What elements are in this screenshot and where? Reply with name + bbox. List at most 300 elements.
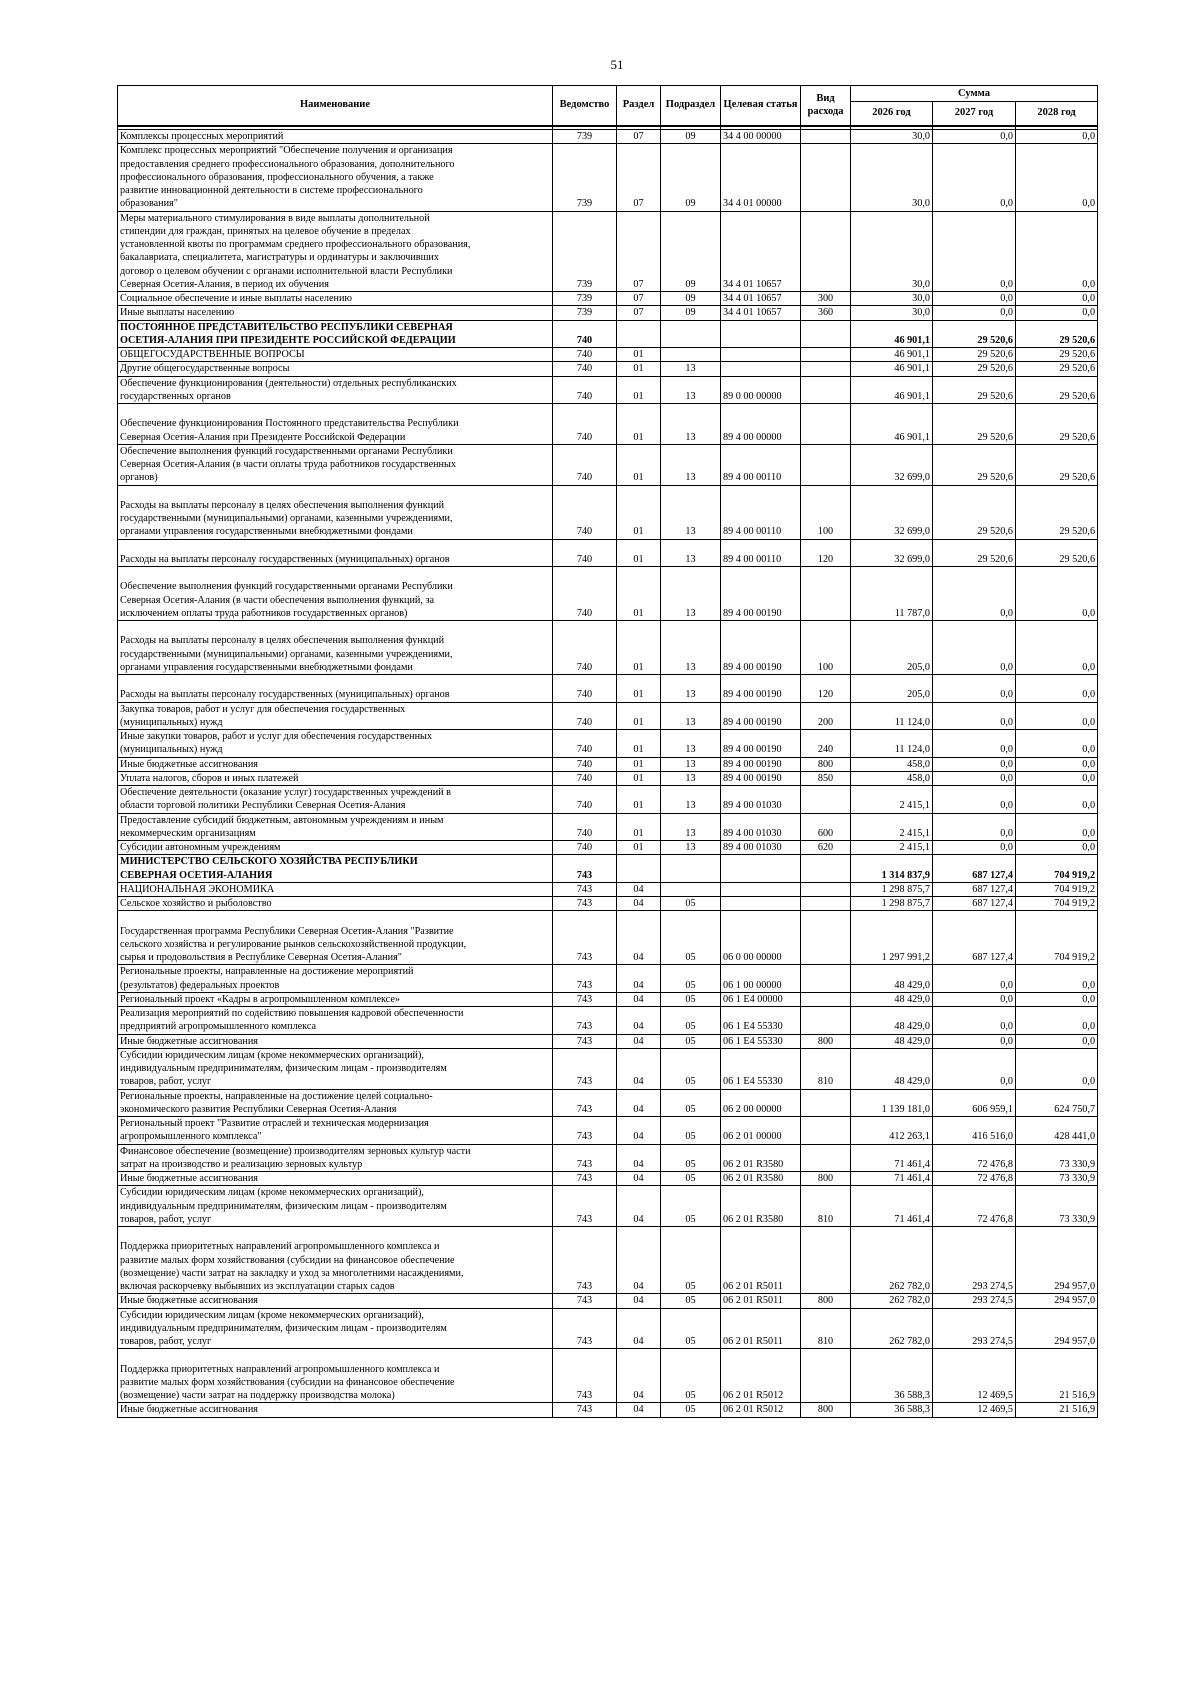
table-row [118, 292, 1098, 306]
cell-sum-2027: 687 127,4 [933, 897, 1016, 911]
cell-expense-type: 810 [801, 1308, 851, 1349]
cell-expense-type [801, 320, 851, 348]
cell-razdel: 04 [617, 1048, 661, 1089]
cell-sum-2028: 21 516,9 [1016, 1403, 1098, 1417]
cell-name: Реализация мероприятий по содействию повышения кадровой обеспеченности предприятий агропромышленного комплекса [118, 1007, 553, 1035]
cell-expense-type [801, 992, 851, 1006]
cell-sum-2026: 1 298 875,7 [851, 882, 933, 896]
cell-podrazdel: 13 [661, 675, 721, 703]
cell-razdel: 07 [617, 292, 661, 306]
cell-sum-2027: 0,0 [933, 786, 1016, 814]
cell-sum-2026: 46 901,1 [851, 362, 933, 376]
cell-sum-2027: 72 476,8 [933, 1172, 1016, 1186]
cell-name: Расходы на выплаты персоналу в целях обеспечения выполнения функций государственными (муниципальными) органами, казенными учреждениями, органами управления государственными внебюджетными фондами [118, 485, 553, 539]
cell-expense-type: 800 [801, 1403, 851, 1417]
cell-name: Иные закупки товаров, работ и услуг для обеспечения государственных (муниципальных) нужд [118, 730, 553, 758]
cell-vedomstvo: 743 [553, 1117, 617, 1145]
cell-razdel: 04 [617, 1007, 661, 1035]
cell-sum-2028: 21 516,9 [1016, 1349, 1098, 1403]
cell-expense-type [801, 130, 851, 144]
cell-sum-2026: 30,0 [851, 211, 933, 292]
table-header [118, 86, 1098, 130]
cell-target-article: 89 4 00 00110 [721, 485, 801, 539]
cell-vedomstvo: 743 [553, 1308, 617, 1349]
cell-podrazdel: 13 [661, 702, 721, 730]
cell-name: Обеспечение выполнения функций государственными органами Республики Северная Осетия-Алания (в части обеспечения выполнения функций, за исключением оплаты труда работников государственных органов) [118, 567, 553, 621]
cell-vedomstvo: 740 [553, 567, 617, 621]
cell-sum-2027: 0,0 [933, 702, 1016, 730]
cell-sum-2026: 11 124,0 [851, 730, 933, 758]
cell-sum-2026: 1 314 837,9 [851, 855, 933, 883]
cell-name: Региональный проект "Развитие отраслей и техническая модернизация агропромышленного комплекса" [118, 1117, 553, 1145]
cell-target-article: 89 0 00 00000 [721, 376, 801, 404]
cell-expense-type: 120 [801, 539, 851, 567]
table-row [118, 841, 1098, 855]
cell-razdel: 01 [617, 567, 661, 621]
cell-sum-2028: 29 520,6 [1016, 362, 1098, 376]
cell-sum-2026: 262 782,0 [851, 1308, 933, 1349]
cell-sum-2026: 205,0 [851, 675, 933, 703]
cell-expense-type: 600 [801, 813, 851, 841]
header-sum: Сумма [851, 86, 1098, 102]
cell-sum-2028: 0,0 [1016, 992, 1098, 1006]
budget-table [117, 85, 1098, 1418]
cell-sum-2028: 73 330,9 [1016, 1144, 1098, 1172]
cell-sum-2026: 2 415,1 [851, 813, 933, 841]
cell-sum-2026: 205,0 [851, 621, 933, 675]
cell-razdel: 01 [617, 444, 661, 485]
cell-vedomstvo: 740 [553, 485, 617, 539]
cell-sum-2026: 48 429,0 [851, 965, 933, 993]
table-row [118, 1294, 1098, 1308]
cell-razdel: 04 [617, 1117, 661, 1145]
cell-vedomstvo: 743 [553, 1227, 617, 1294]
cell-target-article: 89 4 00 01030 [721, 841, 801, 855]
cell-target-article: 06 1 00 00000 [721, 965, 801, 993]
cell-name: Финансовое обеспечение (возмещение) производителям зерновых культур части затрат на производство и реализацию зерновых культур [118, 1144, 553, 1172]
cell-podrazdel: 05 [661, 911, 721, 965]
cell-podrazdel: 09 [661, 306, 721, 320]
cell-vedomstvo: 740 [553, 841, 617, 855]
cell-expense-type [801, 1007, 851, 1035]
cell-target-article: 06 2 01 R5011 [721, 1227, 801, 1294]
cell-target-article: 89 4 00 00190 [721, 621, 801, 675]
cell-razdel: 01 [617, 485, 661, 539]
cell-name: ОБЩЕГОСУДАРСТВЕННЫЕ ВОПРОСЫ [118, 348, 553, 362]
cell-podrazdel: 09 [661, 292, 721, 306]
cell-sum-2028: 0,0 [1016, 1034, 1098, 1048]
cell-sum-2028: 704 919,2 [1016, 911, 1098, 965]
cell-expense-type [801, 567, 851, 621]
cell-target-article: 34 4 01 00000 [721, 144, 801, 211]
cell-sum-2028: 29 520,6 [1016, 376, 1098, 404]
cell-podrazdel [661, 320, 721, 348]
cell-target-article: 89 4 00 00190 [721, 702, 801, 730]
cell-podrazdel: 13 [661, 757, 721, 771]
cell-razdel: 01 [617, 376, 661, 404]
cell-target-article [721, 362, 801, 376]
header-expense-type: Вид расхода [801, 86, 851, 126]
cell-sum-2028: 428 441,0 [1016, 1117, 1098, 1145]
cell-podrazdel: 13 [661, 404, 721, 445]
cell-razdel: 04 [617, 911, 661, 965]
cell-vedomstvo: 740 [553, 675, 617, 703]
cell-podrazdel: 05 [661, 1186, 721, 1227]
cell-target-article: 06 2 01 R3580 [721, 1186, 801, 1227]
cell-sum-2028: 294 957,0 [1016, 1308, 1098, 1349]
cell-sum-2027: 0,0 [933, 730, 1016, 758]
cell-podrazdel: 13 [661, 444, 721, 485]
cell-sum-2026: 46 901,1 [851, 320, 933, 348]
cell-vedomstvo: 739 [553, 144, 617, 211]
cell-target-article: 34 4 00 00000 [721, 130, 801, 144]
cell-target-article: 06 2 01 00000 [721, 1117, 801, 1145]
cell-podrazdel: 09 [661, 144, 721, 211]
cell-vedomstvo: 743 [553, 1034, 617, 1048]
cell-expense-type [801, 1227, 851, 1294]
cell-sum-2026: 71 461,4 [851, 1172, 933, 1186]
cell-podrazdel: 05 [661, 965, 721, 993]
cell-vedomstvo: 740 [553, 702, 617, 730]
cell-podrazdel [661, 348, 721, 362]
cell-target-article: 06 2 01 R5011 [721, 1308, 801, 1349]
table-row [118, 1089, 1098, 1117]
cell-name: Обеспечение деятельности (оказание услуг) государственных учреждений в области торговой политики Республики Северная Осетия-Алания [118, 786, 553, 814]
cell-sum-2026: 36 588,3 [851, 1349, 933, 1403]
cell-sum-2028: 294 957,0 [1016, 1294, 1098, 1308]
cell-sum-2027: 72 476,8 [933, 1186, 1016, 1227]
cell-sum-2028: 0,0 [1016, 144, 1098, 211]
cell-razdel: 01 [617, 757, 661, 771]
cell-sum-2026: 458,0 [851, 757, 933, 771]
table-row [118, 786, 1098, 814]
header-razdel: Раздел [617, 86, 661, 126]
cell-expense-type [801, 786, 851, 814]
cell-name: Предоставление субсидий бюджетным, автономным учреждениям и иным некоммерческим организациям [118, 813, 553, 841]
cell-name: Иные бюджетные ассигнования [118, 1034, 553, 1048]
cell-sum-2027: 29 520,6 [933, 404, 1016, 445]
cell-sum-2027: 29 520,6 [933, 485, 1016, 539]
cell-expense-type [801, 404, 851, 445]
cell-razdel: 01 [617, 348, 661, 362]
cell-podrazdel: 05 [661, 1172, 721, 1186]
header-vedomstvo: Ведомство [553, 86, 617, 126]
cell-sum-2027: 293 274,5 [933, 1294, 1016, 1308]
cell-razdel: 04 [617, 992, 661, 1006]
cell-sum-2028: 0,0 [1016, 1007, 1098, 1035]
cell-expense-type: 810 [801, 1048, 851, 1089]
cell-name: Субсидии юридическим лицам (кроме некоммерческих организаций), индивидуальным предпринимателям, физическим лицам - производителям товаров, работ, услуг [118, 1186, 553, 1227]
table-row [118, 897, 1098, 911]
cell-sum-2028: 0,0 [1016, 702, 1098, 730]
cell-razdel: 01 [617, 675, 661, 703]
cell-expense-type: 300 [801, 292, 851, 306]
cell-sum-2028: 294 957,0 [1016, 1227, 1098, 1294]
cell-sum-2026: 32 699,0 [851, 539, 933, 567]
cell-vedomstvo: 743 [553, 1294, 617, 1308]
cell-podrazdel: 05 [661, 992, 721, 1006]
table-row [118, 130, 1098, 144]
cell-sum-2027: 293 274,5 [933, 1308, 1016, 1349]
cell-razdel: 04 [617, 1349, 661, 1403]
cell-podrazdel: 09 [661, 130, 721, 144]
cell-target-article: 06 2 01 R5012 [721, 1349, 801, 1403]
cell-name: Иные бюджетные ассигнования [118, 757, 553, 771]
cell-sum-2026: 2 415,1 [851, 786, 933, 814]
cell-podrazdel: 05 [661, 1308, 721, 1349]
table-row [118, 376, 1098, 404]
cell-expense-type: 810 [801, 1186, 851, 1227]
cell-vedomstvo: 740 [553, 786, 617, 814]
cell-sum-2027: 687 127,4 [933, 855, 1016, 883]
cell-name: Обеспечение выполнения функций государственными органами Республики Северная Осетия-Алания (в части оплаты труда работников государственных органов) [118, 444, 553, 485]
cell-target-article: 89 4 00 00190 [721, 567, 801, 621]
table-row [118, 1227, 1098, 1294]
cell-target-article: 89 4 00 00110 [721, 539, 801, 567]
cell-sum-2027: 0,0 [933, 306, 1016, 320]
cell-vedomstvo: 739 [553, 306, 617, 320]
cell-sum-2028: 704 919,2 [1016, 882, 1098, 896]
cell-razdel: 01 [617, 813, 661, 841]
cell-target-article [721, 855, 801, 883]
cell-razdel: 07 [617, 144, 661, 211]
cell-expense-type [801, 362, 851, 376]
cell-podrazdel: 13 [661, 567, 721, 621]
cell-podrazdel: 05 [661, 1117, 721, 1145]
cell-name: Иные бюджетные ассигнования [118, 1172, 553, 1186]
cell-name: Сельское хозяйство и рыболовство [118, 897, 553, 911]
cell-sum-2028: 0,0 [1016, 771, 1098, 785]
cell-sum-2027: 29 520,6 [933, 376, 1016, 404]
cell-podrazdel: 13 [661, 539, 721, 567]
cell-razdel: 07 [617, 130, 661, 144]
cell-target-article: 06 2 01 R5012 [721, 1403, 801, 1417]
cell-razdel: 01 [617, 730, 661, 758]
cell-name: Региональные проекты, направленные на достижение мероприятий (результатов) федеральных проектов [118, 965, 553, 993]
cell-vedomstvo: 740 [553, 621, 617, 675]
cell-vedomstvo: 740 [553, 348, 617, 362]
cell-expense-type: 100 [801, 485, 851, 539]
cell-vedomstvo: 743 [553, 1144, 617, 1172]
cell-sum-2027: 0,0 [933, 813, 1016, 841]
cell-vedomstvo: 743 [553, 882, 617, 896]
table-row [118, 1186, 1098, 1227]
table-row [118, 567, 1098, 621]
cell-name: Иные бюджетные ассигнования [118, 1403, 553, 1417]
cell-sum-2026: 412 263,1 [851, 1117, 933, 1145]
cell-sum-2028: 704 919,2 [1016, 897, 1098, 911]
cell-sum-2026: 71 461,4 [851, 1144, 933, 1172]
table-row [118, 675, 1098, 703]
cell-vedomstvo: 743 [553, 1172, 617, 1186]
cell-sum-2028: 0,0 [1016, 675, 1098, 703]
cell-razdel [617, 855, 661, 883]
cell-sum-2026: 11 124,0 [851, 702, 933, 730]
cell-razdel: 04 [617, 882, 661, 896]
cell-sum-2028: 29 520,6 [1016, 444, 1098, 485]
cell-vedomstvo: 743 [553, 965, 617, 993]
table-row [118, 539, 1098, 567]
header-podrazdel: Подраздел [661, 86, 721, 126]
cell-sum-2027: 0,0 [933, 771, 1016, 785]
cell-target-article: 89 4 00 00190 [721, 730, 801, 758]
table-row [118, 757, 1098, 771]
cell-expense-type: 800 [801, 757, 851, 771]
cell-target-article: 06 1 E4 00000 [721, 992, 801, 1006]
cell-target-article [721, 320, 801, 348]
cell-name: Меры материального стимулирования в виде выплаты дополнительной стипендии для граждан, принятых на целевое обучение в пределах установленной квоты по программам среднего профессионального образования, бакалавриата, специалитета, магистратуры и ординатуры и заключивших договор о целевом обучении с органами исполнительной власти Республики Северная Осетия-Алания, в период их обучения [118, 211, 553, 292]
cell-name: ПОСТОЯННОЕ ПРЕДСТАВИТЕЛЬСТВО РЕСПУБЛИКИ СЕВЕРНАЯ ОСЕТИЯ-АЛАНИЯ ПРИ ПРЕЗИДЕНТЕ РОССИЙСКОЙ ФЕДЕРАЦИИ [118, 320, 553, 348]
cell-sum-2026: 2 415,1 [851, 841, 933, 855]
cell-vedomstvo: 743 [553, 911, 617, 965]
cell-sum-2027: 416 516,0 [933, 1117, 1016, 1145]
table-row [118, 404, 1098, 445]
cell-expense-type [801, 348, 851, 362]
cell-sum-2027: 29 520,6 [933, 539, 1016, 567]
cell-razdel: 04 [617, 1034, 661, 1048]
cell-podrazdel: 13 [661, 813, 721, 841]
cell-name: Другие общегосударственные вопросы [118, 362, 553, 376]
cell-sum-2027: 687 127,4 [933, 911, 1016, 965]
cell-sum-2027: 0,0 [933, 757, 1016, 771]
table-row [118, 1117, 1098, 1145]
cell-expense-type: 200 [801, 702, 851, 730]
header-name: Наименование [118, 86, 553, 126]
cell-sum-2028: 624 750,7 [1016, 1089, 1098, 1117]
cell-expense-type [801, 444, 851, 485]
cell-podrazdel: 05 [661, 1007, 721, 1035]
table-row [118, 320, 1098, 348]
cell-razdel: 01 [617, 404, 661, 445]
cell-target-article: 34 4 01 10657 [721, 292, 801, 306]
table-row [118, 348, 1098, 362]
cell-sum-2027: 72 476,8 [933, 1144, 1016, 1172]
cell-sum-2026: 48 429,0 [851, 1048, 933, 1089]
table-row [118, 1007, 1098, 1035]
cell-podrazdel: 05 [661, 897, 721, 911]
cell-sum-2028: 0,0 [1016, 786, 1098, 814]
cell-expense-type: 620 [801, 841, 851, 855]
cell-sum-2028: 0,0 [1016, 965, 1098, 993]
table-row [118, 1144, 1098, 1172]
cell-sum-2026: 71 461,4 [851, 1186, 933, 1227]
cell-sum-2028: 0,0 [1016, 813, 1098, 841]
table-body [118, 130, 1098, 1418]
cell-razdel: 04 [617, 1089, 661, 1117]
cell-podrazdel: 13 [661, 730, 721, 758]
cell-sum-2026: 262 782,0 [851, 1294, 933, 1308]
cell-podrazdel: 05 [661, 1089, 721, 1117]
cell-sum-2026: 46 901,1 [851, 376, 933, 404]
cell-sum-2028: 29 520,6 [1016, 348, 1098, 362]
cell-razdel: 04 [617, 1186, 661, 1227]
cell-sum-2027: 0,0 [933, 1034, 1016, 1048]
cell-sum-2027: 12 469,5 [933, 1349, 1016, 1403]
cell-razdel: 01 [617, 841, 661, 855]
table-row [118, 306, 1098, 320]
cell-sum-2028: 0,0 [1016, 211, 1098, 292]
cell-vedomstvo: 743 [553, 1349, 617, 1403]
cell-name: Субсидии автономным учреждениям [118, 841, 553, 855]
cell-vedomstvo: 739 [553, 211, 617, 292]
cell-podrazdel [661, 882, 721, 896]
cell-sum-2027: 0,0 [933, 211, 1016, 292]
cell-podrazdel: 05 [661, 1403, 721, 1417]
cell-expense-type [801, 911, 851, 965]
cell-vedomstvo: 743 [553, 1007, 617, 1035]
cell-sum-2026: 48 429,0 [851, 992, 933, 1006]
cell-sum-2028: 0,0 [1016, 1048, 1098, 1089]
cell-sum-2028: 0,0 [1016, 567, 1098, 621]
cell-podrazdel: 05 [661, 1048, 721, 1089]
cell-target-article: 89 4 00 00190 [721, 771, 801, 785]
cell-razdel: 04 [617, 897, 661, 911]
table-row [118, 1172, 1098, 1186]
cell-sum-2027: 0,0 [933, 841, 1016, 855]
cell-razdel: 07 [617, 306, 661, 320]
cell-expense-type [801, 882, 851, 896]
table-row [118, 1403, 1098, 1417]
cell-expense-type: 100 [801, 621, 851, 675]
cell-expense-type [801, 965, 851, 993]
cell-name: Поддержка приоритетных направлений агропромышленного комплекса и развитие малых форм хозяйствования (субсидии на финансовое обеспечение (возмещение) части затрат на поддержку производства молока) [118, 1349, 553, 1403]
cell-sum-2027: 29 520,6 [933, 320, 1016, 348]
cell-target-article: 06 1 E4 55330 [721, 1048, 801, 1089]
cell-vedomstvo: 740 [553, 813, 617, 841]
cell-sum-2026: 32 699,0 [851, 444, 933, 485]
cell-expense-type: 800 [801, 1172, 851, 1186]
cell-vedomstvo: 739 [553, 292, 617, 306]
cell-vedomstvo: 743 [553, 855, 617, 883]
cell-podrazdel: 13 [661, 376, 721, 404]
cell-sum-2026: 30,0 [851, 292, 933, 306]
cell-sum-2027: 0,0 [933, 675, 1016, 703]
cell-target-article: 89 4 00 00190 [721, 675, 801, 703]
table-row [118, 702, 1098, 730]
cell-expense-type: 360 [801, 306, 851, 320]
table-row [118, 992, 1098, 1006]
cell-expense-type [801, 855, 851, 883]
cell-podrazdel: 13 [661, 362, 721, 376]
cell-podrazdel: 09 [661, 211, 721, 292]
cell-podrazdel: 05 [661, 1294, 721, 1308]
cell-sum-2027: 29 520,6 [933, 444, 1016, 485]
cell-target-article: 06 1 E4 55330 [721, 1007, 801, 1035]
cell-razdel: 04 [617, 965, 661, 993]
cell-sum-2026: 458,0 [851, 771, 933, 785]
cell-sum-2028: 73 330,9 [1016, 1172, 1098, 1186]
cell-sum-2026: 46 901,1 [851, 404, 933, 445]
table-row [118, 211, 1098, 292]
cell-expense-type [801, 1144, 851, 1172]
cell-expense-type [801, 897, 851, 911]
cell-razdel: 01 [617, 539, 661, 567]
cell-target-article: 06 2 01 R5011 [721, 1294, 801, 1308]
cell-sum-2027: 29 520,6 [933, 362, 1016, 376]
cell-vedomstvo: 740 [553, 771, 617, 785]
header-year-2027: 2027 год [933, 102, 1016, 126]
cell-expense-type [801, 376, 851, 404]
cell-name: Комплекс процессных мероприятий "Обеспечение получения и организация предоставления среднего профессионального образования, дополнительного профессионального образования, профессионального обучения, а также развитие инновационной деятельности в системе профессионального образования" [118, 144, 553, 211]
cell-sum-2027: 29 520,6 [933, 348, 1016, 362]
cell-target-article: 89 4 00 01030 [721, 813, 801, 841]
table-row [118, 855, 1098, 883]
cell-target-article: 89 4 00 00190 [721, 757, 801, 771]
cell-expense-type [801, 1349, 851, 1403]
cell-sum-2028: 29 520,6 [1016, 539, 1098, 567]
cell-vedomstvo: 740 [553, 376, 617, 404]
cell-sum-2028: 29 520,6 [1016, 485, 1098, 539]
